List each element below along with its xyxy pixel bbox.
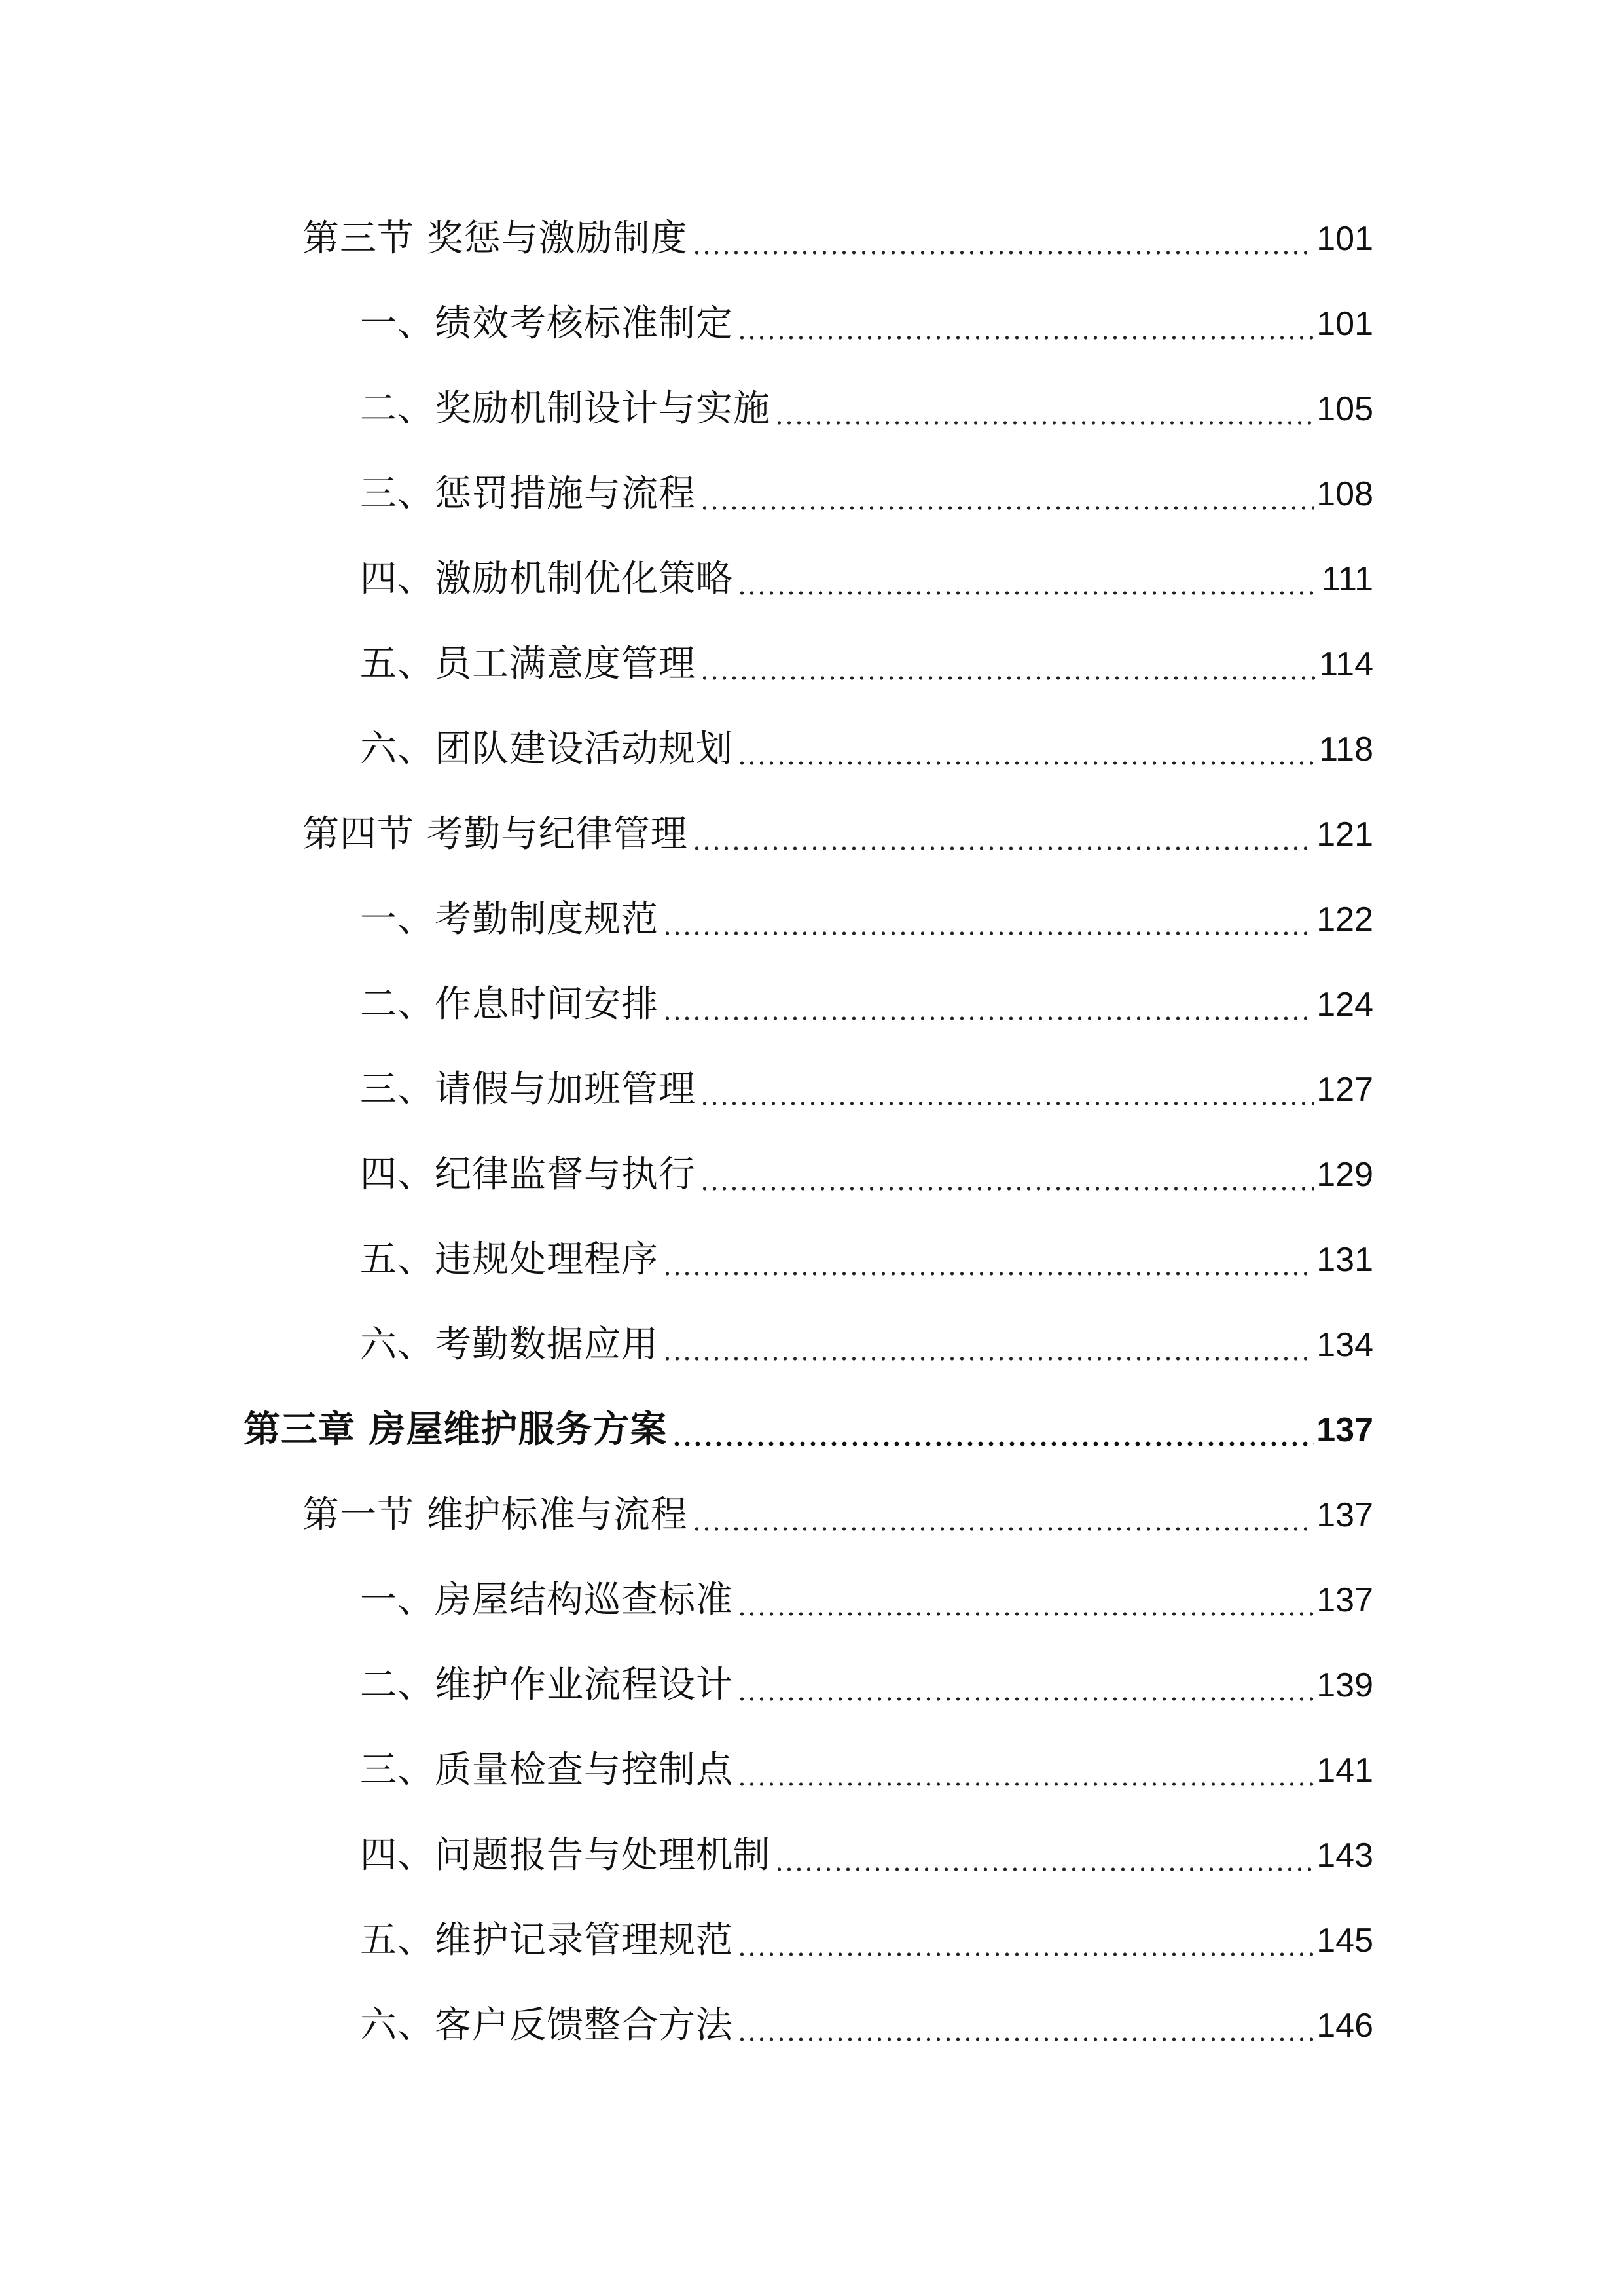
toc-entry-page-number: 134 (1316, 1326, 1373, 1364)
dot-leader (662, 1319, 1314, 1371)
toc-entry[interactable] (302, 1489, 1373, 1541)
dot-leader (662, 978, 1314, 1031)
toc-entry-title: 五、员工满意度管理 (360, 643, 696, 685)
toc-entry-page-number: 114 (1319, 645, 1373, 683)
dot-leader (662, 1234, 1314, 1286)
dot-leader (700, 468, 1314, 520)
toc-entry[interactable] (360, 383, 1373, 435)
toc-entry[interactable] (360, 1064, 1373, 1116)
toc-entry[interactable] (360, 553, 1373, 605)
toc-entry-title: 三、请假与加班管理 (360, 1068, 696, 1111)
dot-leader (692, 213, 1314, 265)
toc-entry-title: 四、纪律监督与执行 (360, 1153, 696, 1196)
toc-entry-page-number: 108 (1316, 475, 1373, 513)
toc-entry-title: 六、考勤数据应用 (360, 1323, 659, 1366)
toc-entry[interactable] (360, 1744, 1373, 1797)
toc-entry-title: 二、维护作业流程设计 (360, 1664, 733, 1706)
toc-entry-page-number: 124 (1316, 986, 1373, 1024)
toc-entry-title: 四、激励机制优化策略 (360, 558, 733, 600)
toc-entry-page-number: 127 (1316, 1071, 1373, 1109)
toc-entry-title: 二、奖励机制设计与实施 (360, 387, 770, 430)
dot-leader (737, 1574, 1314, 1626)
toc-entry[interactable] (302, 213, 1373, 265)
toc-entry-page-number: 141 (1316, 1751, 1373, 1789)
toc-entry-page-number: 101 (1316, 305, 1373, 343)
dot-leader (662, 893, 1314, 946)
toc-entry-title: 三、惩罚措施与流程 (360, 473, 696, 515)
toc-entry[interactable] (360, 723, 1373, 776)
toc-entry-page-number: 105 (1316, 390, 1373, 428)
toc-entry-title: 三、质量检查与控制点 (360, 1749, 733, 1791)
toc-entry[interactable] (360, 1574, 1373, 1626)
dot-leader (700, 1064, 1314, 1116)
toc-entry-title: 五、违规处理程序 (360, 1238, 659, 1281)
toc-entry-page-number: 101 (1316, 220, 1373, 258)
dot-leader (737, 298, 1314, 350)
toc-entry-title: 一、房屋结构巡查标准 (360, 1579, 733, 1621)
toc-entry-title: 一、考勤制度规范 (360, 898, 659, 941)
dot-leader (774, 1829, 1314, 1882)
dot-leader (737, 723, 1316, 776)
dot-leader (692, 1489, 1314, 1541)
toc-entry[interactable] (360, 978, 1373, 1031)
toc-entry-page-number: 137 (1316, 1496, 1373, 1534)
toc-entry-title: 第一节 维护标准与流程 (302, 1494, 688, 1536)
toc-entry-title: 二、作息时间安排 (360, 983, 659, 1026)
toc-entry[interactable] (360, 298, 1373, 350)
toc-entry[interactable] (360, 1149, 1373, 1201)
toc-entry[interactable] (360, 1234, 1373, 1286)
toc-entry-title: 第四节 考勤与纪律管理 (302, 813, 688, 855)
toc-entry-page-number: 146 (1316, 2007, 1373, 2045)
toc-entry-page-number: 137 (1316, 1581, 1373, 1619)
dot-leader (737, 2000, 1314, 2052)
toc-entry-page-number: 139 (1316, 1666, 1373, 1704)
toc-entry[interactable] (360, 638, 1373, 691)
toc-entry[interactable] (244, 1404, 1373, 1456)
toc-entry[interactable] (360, 1319, 1373, 1371)
toc-entry-page-number: 111 (1321, 560, 1373, 598)
toc-entry-title: 第三章 房屋维护服务方案 (244, 1408, 668, 1451)
toc-entry-title: 四、问题报告与处理机制 (360, 1834, 770, 1876)
toc-entry-title: 第三节 奖惩与激励制度 (302, 217, 688, 260)
toc-entry[interactable] (360, 2000, 1373, 2052)
dot-leader (737, 1744, 1314, 1797)
toc-entry-title: 五、维护记录管理规范 (360, 1919, 733, 1962)
toc-entry-title: 六、团队建设活动规划 (360, 728, 733, 770)
toc-entry-page-number: 143 (1316, 1837, 1373, 1874)
dot-leader (700, 638, 1316, 691)
toc-entry-title: 一、绩效考核标准制定 (360, 302, 733, 345)
toc-entry[interactable] (360, 1659, 1373, 1712)
toc-entry[interactable] (360, 468, 1373, 520)
dot-leader (737, 553, 1319, 605)
toc-entry[interactable] (360, 1829, 1373, 1882)
dot-leader (672, 1404, 1314, 1456)
toc-entry-title: 六、客户反馈整合方法 (360, 2004, 733, 2047)
toc-entry-page-number: 129 (1316, 1156, 1373, 1194)
dot-leader (700, 1149, 1314, 1201)
dot-leader (737, 1914, 1314, 1967)
toc-entry-page-number: 137 (1316, 1411, 1373, 1449)
dot-leader (774, 383, 1314, 435)
toc-entry-page-number: 118 (1319, 730, 1373, 768)
toc-entry[interactable] (360, 1914, 1373, 1967)
dot-leader (692, 808, 1314, 861)
toc-entry[interactable] (360, 893, 1373, 946)
toc-entry-page-number: 131 (1316, 1241, 1373, 1279)
toc-entry-page-number: 145 (1316, 1922, 1373, 1960)
toc-entry[interactable] (302, 808, 1373, 861)
toc-entry-page-number: 122 (1316, 901, 1373, 939)
toc-entry-page-number: 121 (1316, 816, 1373, 853)
dot-leader (737, 1659, 1314, 1712)
